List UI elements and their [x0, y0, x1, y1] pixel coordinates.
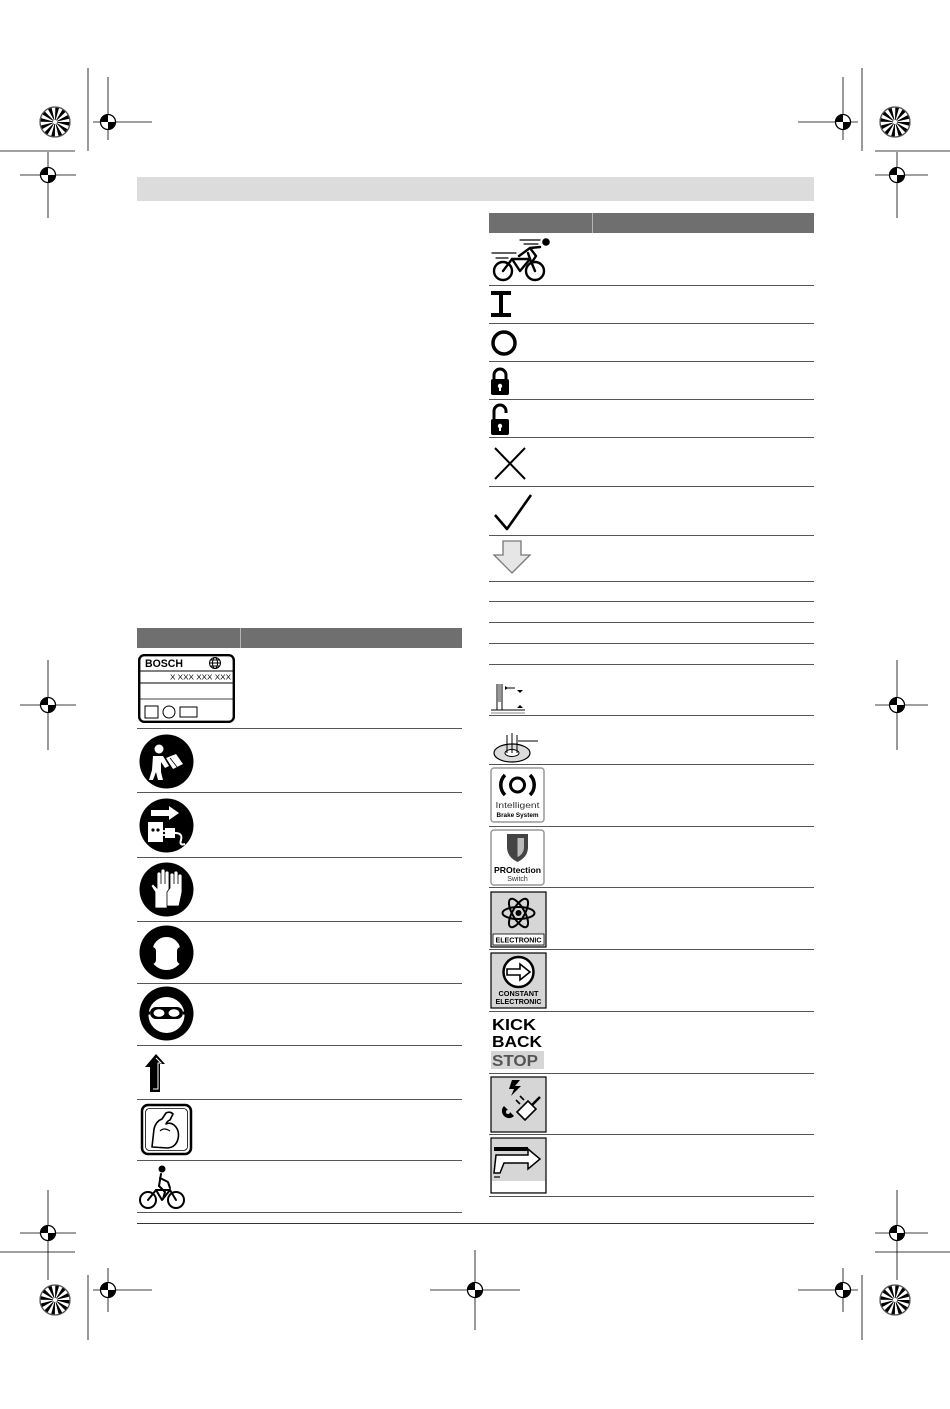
kickback-line1: KICK	[492, 1017, 537, 1034]
intelligent-brake-line1: Intelligent	[495, 800, 541, 810]
registration-mark	[836, 1283, 851, 1298]
depth-setting-icon	[489, 682, 529, 714]
table-row	[137, 1160, 462, 1213]
table-row	[489, 664, 814, 716]
arrow-box-icon	[490, 1137, 547, 1194]
registration-mark	[890, 1226, 905, 1241]
plug-icon	[490, 1076, 547, 1133]
starburst-mark-bottom-left	[40, 1285, 70, 1315]
table-row	[489, 399, 814, 438]
unplug-icon	[139, 798, 194, 853]
constant-electronic-icon	[490, 952, 547, 1009]
protection-switch-line2: Switch	[507, 876, 528, 883]
constant-electronic-line1: CONSTANT	[498, 991, 540, 998]
registration-mark	[41, 168, 56, 183]
off-switch-icon	[490, 329, 518, 357]
nameplate-brand: BOSCH	[145, 658, 184, 670]
table-header	[137, 628, 462, 648]
table-row	[489, 581, 814, 602]
electronic-label: ELECTRONIC	[495, 935, 543, 945]
registration-mark	[41, 1226, 56, 1241]
table-row	[489, 535, 814, 582]
protection-switch-line1: PROtection	[494, 865, 541, 875]
registration-mark	[468, 1283, 483, 1298]
eye-protection-icon	[139, 986, 194, 1041]
table-header	[489, 213, 814, 233]
registration-mark	[101, 1283, 116, 1298]
registration-mark	[101, 115, 116, 130]
registration-mark	[890, 168, 905, 183]
disc-icon	[492, 731, 540, 764]
intelligent-brake-icon	[490, 767, 545, 823]
constant-electronic-line2: ELECTRONIC	[495, 999, 542, 1006]
kickback-stop-icon	[490, 1014, 545, 1070]
column-divider	[240, 628, 241, 648]
footer-rule	[137, 1223, 814, 1224]
down-arrow-icon	[493, 540, 531, 574]
intelligent-brake-line2: Brake System	[496, 813, 539, 819]
table-row	[489, 361, 814, 400]
starburst-mark-top-left	[40, 107, 70, 137]
lock-open-icon	[489, 403, 511, 436]
registration-mark	[41, 698, 56, 713]
kickback-line2: BACK	[492, 1034, 543, 1051]
cyclist-icon	[139, 1164, 185, 1210]
ear-protection-icon	[139, 925, 194, 980]
electronic-icon	[490, 891, 547, 948]
table-row	[489, 601, 814, 623]
table-row	[489, 643, 814, 665]
table-row	[489, 285, 814, 324]
check-icon	[493, 493, 533, 533]
protection-switch-icon	[490, 829, 545, 886]
strength-icon	[140, 1103, 193, 1156]
nameplate-icon	[138, 654, 235, 723]
table-row	[489, 622, 814, 644]
table-row	[137, 1045, 462, 1100]
column-divider	[592, 213, 593, 233]
table-row	[489, 323, 814, 362]
kickback-line3: STOP	[492, 1053, 539, 1070]
read-manual-icon	[139, 734, 194, 789]
nameplate-number: X XXX XXX XXX	[170, 672, 231, 682]
on-switch-icon	[491, 291, 511, 317]
page-header-bar	[137, 177, 814, 201]
table-row	[489, 486, 814, 536]
fast-cyclist-icon	[490, 236, 554, 282]
starburst-mark-top-right	[880, 107, 910, 137]
registration-mark	[836, 115, 851, 130]
arrow-up-icon	[142, 1053, 166, 1093]
cross-icon	[493, 446, 527, 481]
table-row	[489, 437, 814, 487]
gloves-icon	[139, 862, 194, 917]
lock-closed-icon	[489, 367, 511, 396]
registration-mark	[890, 698, 905, 713]
starburst-mark-bottom-right	[880, 1285, 910, 1315]
